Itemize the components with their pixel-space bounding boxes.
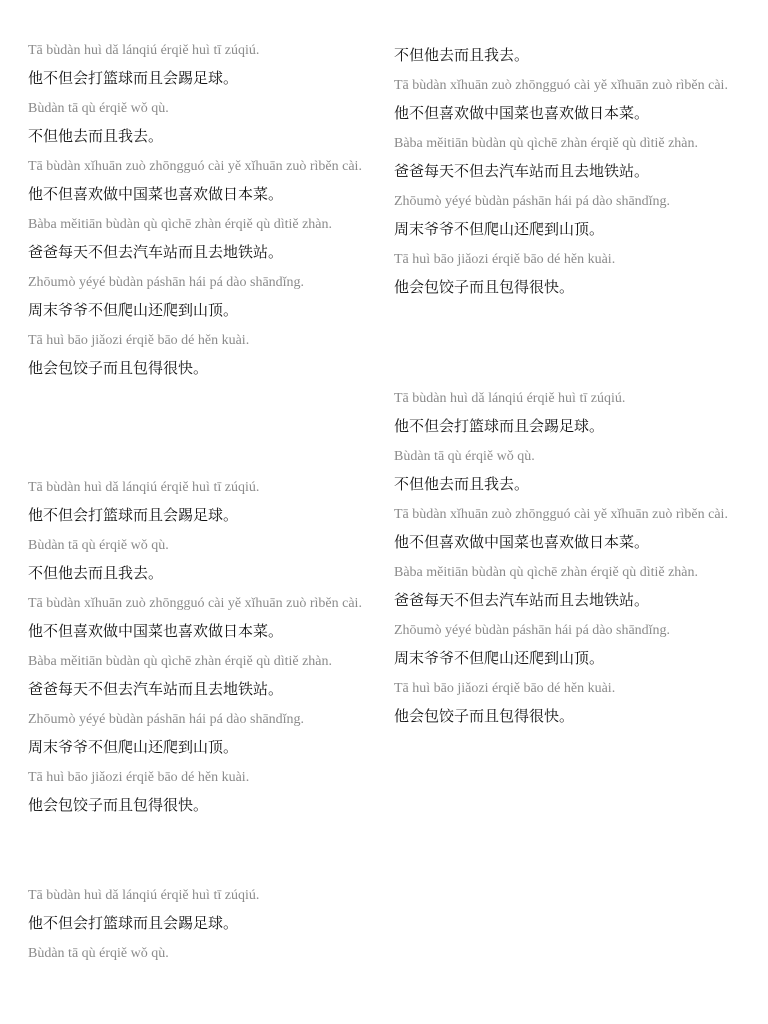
hanzi-line: 他不但喜欢做中国菜也喜欢做日本菜。 xyxy=(28,622,284,640)
pinyin-line: Zhōumò yéyé bùdàn páshān hái pá dào shāndǐng. xyxy=(394,194,671,209)
hanzi-line: 他会包饺子而且包得很快。 xyxy=(28,359,209,377)
pinyin-line: Bùdàn tā qù érqiě wǒ qù. xyxy=(28,538,169,553)
pinyin-line: Zhōumò yéyé bùdàn páshān hái pá dào shāndǐng. xyxy=(394,623,671,638)
hanzi-line: 不但他去而且我去。 xyxy=(28,127,164,145)
hanzi-line: 周末爷爷不但爬山还爬到山顶。 xyxy=(28,738,239,756)
hanzi-line: 爸爸每天不但去汽车站而且去地铁站。 xyxy=(28,243,284,261)
hanzi-line: 不但他去而且我去。 xyxy=(28,564,164,582)
hanzi-line: 他不但会打篮球而且会踢足球。 xyxy=(28,914,239,932)
sentence-set-3 xyxy=(28,887,374,971)
pinyin-line: Tā huì bāo jiǎozi érqiě bāo dé hěn kuài. xyxy=(28,333,250,348)
sentence-set-2 xyxy=(28,479,374,827)
pinyin-line: Tā bùdàn xǐhuān zuò zhōngguó cài yě xǐhuān zuò rìběn cài. xyxy=(394,507,728,522)
hanzi-line: 周末爷爷不但爬山还爬到山顶。 xyxy=(394,220,605,238)
hanzi-line: 他不但会打篮球而且会踢足球。 xyxy=(28,69,239,87)
hanzi-line: 不但他去而且我去。 xyxy=(394,475,530,493)
hanzi-line: 周末爷爷不但爬山还爬到山顶。 xyxy=(394,649,605,667)
hanzi-line: 他不但喜欢做中国菜也喜欢做日本菜。 xyxy=(394,104,650,122)
hanzi-line: 不但他去而且我去。 xyxy=(394,46,530,64)
hanzi-line: 他不但喜欢做中国菜也喜欢做日本菜。 xyxy=(28,185,284,203)
hanzi-line: 他不但会打篮球而且会踢足球。 xyxy=(28,506,239,524)
pinyin-line: Tā huì bāo jiǎozi érqiě bāo dé hěn kuài. xyxy=(394,252,616,267)
pinyin-line: Bùdàn tā qù érqiě wǒ qù. xyxy=(28,101,169,116)
pinyin-line: Bàba měitiān bùdàn qù qìchē zhàn érqiě qù dìtiě zhàn. xyxy=(28,654,333,669)
pinyin-line: Tā huì bāo jiǎozi érqiě bāo dé hěn kuài. xyxy=(28,770,250,785)
sentence-set-4 xyxy=(394,45,744,309)
hanzi-line: 他会包饺子而且包得很快。 xyxy=(28,796,209,814)
hanzi-line: 爸爸每天不但去汽车站而且去地铁站。 xyxy=(394,162,650,180)
hanzi-line: 他不但喜欢做中国菜也喜欢做日本菜。 xyxy=(394,533,650,551)
hanzi-line: 他不但会打篮球而且会踢足球。 xyxy=(394,417,605,435)
pinyin-line: Bàba měitiān bùdàn qù qìchē zhàn érqiě qù dìtiě zhàn. xyxy=(394,565,699,580)
sentence-set-1 xyxy=(28,42,374,390)
pinyin-line: Bàba měitiān bùdàn qù qìchē zhàn érqiě qù dìtiě zhàn. xyxy=(28,217,333,232)
pinyin-line: Tā huì bāo jiǎozi érqiě bāo dé hěn kuài. xyxy=(394,681,616,696)
pinyin-line: Bùdàn tā qù érqiě wǒ qù. xyxy=(394,449,535,464)
hanzi-line: 周末爷爷不但爬山还爬到山顶。 xyxy=(28,301,239,319)
pinyin-line: Bàba měitiān bùdàn qù qìchē zhàn érqiě qù dìtiě zhàn. xyxy=(394,136,699,151)
pinyin-line: Tā bùdàn huì dǎ lánqiú érqiě huì tī zúqiú. xyxy=(394,391,626,406)
pinyin-line: Tā bùdàn xǐhuān zuò zhōngguó cài yě xǐhuān zuò rìběn cài. xyxy=(28,159,362,174)
pinyin-line: Tā bùdàn huì dǎ lánqiú érqiě huì tī zúqiú. xyxy=(28,480,260,495)
hanzi-line: 爸爸每天不但去汽车站而且去地铁站。 xyxy=(28,680,284,698)
pinyin-line: Zhōumò yéyé bùdàn páshān hái pá dào shāndǐng. xyxy=(28,712,305,727)
pinyin-line: Zhōumò yéyé bùdàn páshān hái pá dào shāndǐng. xyxy=(28,275,305,290)
hanzi-line: 他会包饺子而且包得很快。 xyxy=(394,278,575,296)
pinyin-line: Bùdàn tā qù érqiě wǒ qù. xyxy=(28,946,169,961)
pinyin-line: Tā bùdàn huì dǎ lánqiú érqiě huì tī zúqiú. xyxy=(28,43,260,58)
pinyin-line: Tā bùdàn xǐhuān zuò zhōngguó cài yě xǐhuān zuò rìběn cài. xyxy=(394,78,728,93)
hanzi-line: 他会包饺子而且包得很快。 xyxy=(394,707,575,725)
sentence-set-5 xyxy=(394,390,744,738)
hanzi-line: 爸爸每天不但去汽车站而且去地铁站。 xyxy=(394,591,650,609)
pinyin-line: Tā bùdàn huì dǎ lánqiú érqiě huì tī zúqiú. xyxy=(28,888,260,903)
pinyin-line: Tā bùdàn xǐhuān zuò zhōngguó cài yě xǐhuān zuò rìběn cài. xyxy=(28,596,362,611)
